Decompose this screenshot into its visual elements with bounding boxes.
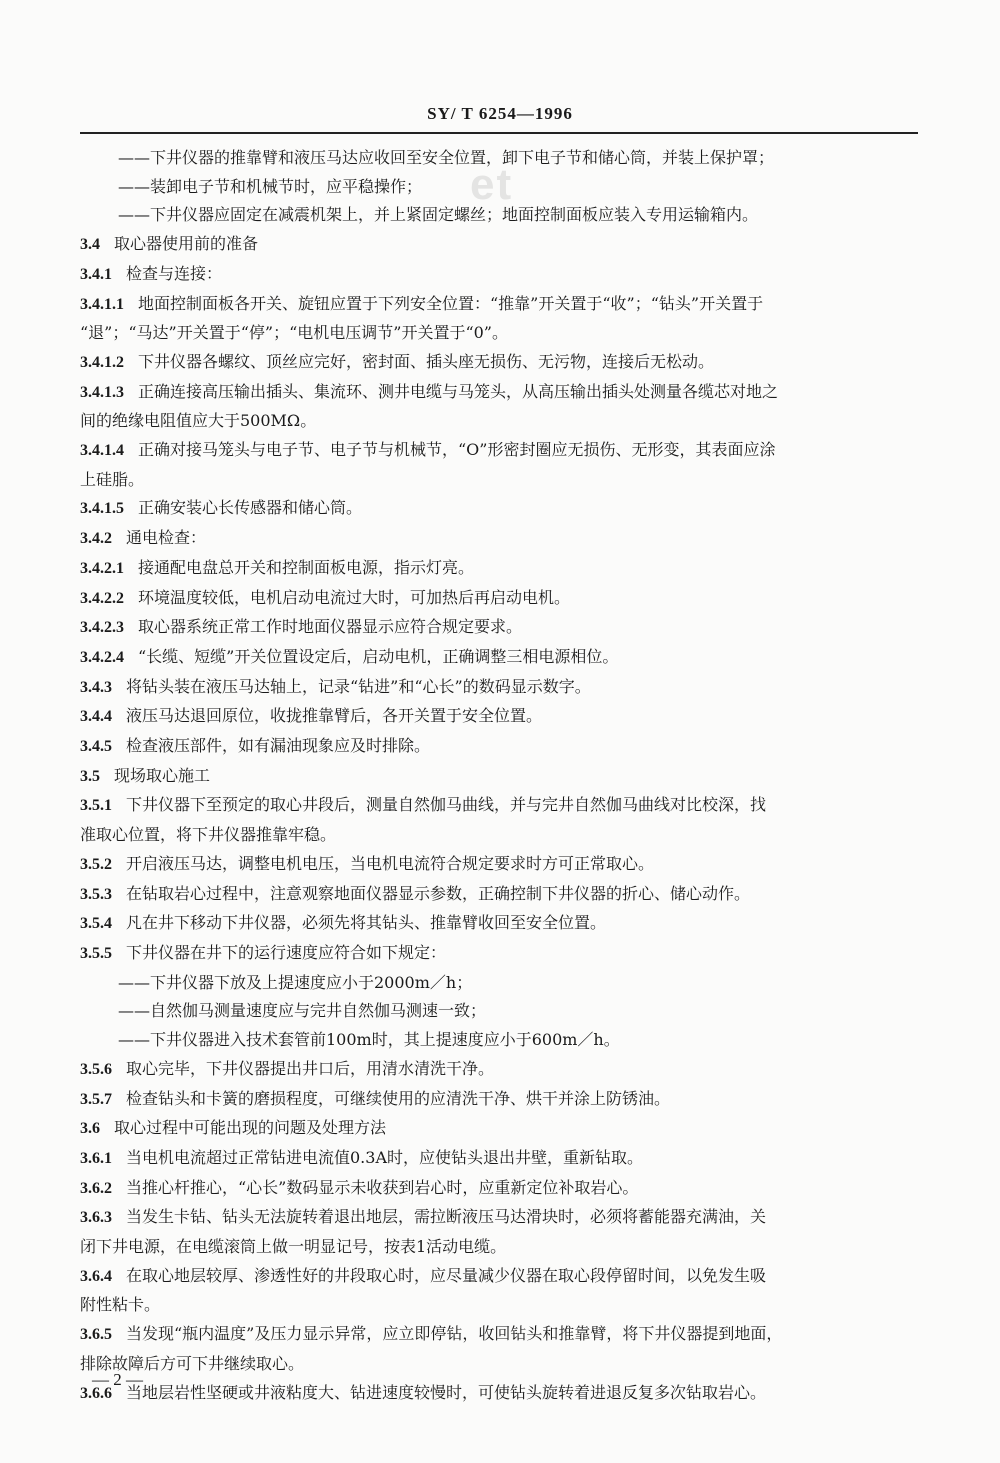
clause-text: 准取心位置，将下井仪器推靠牢稳。: [80, 825, 337, 845]
clause-line: [80, 494, 926, 524]
clause-text: 在取心地层较厚、渗透性好的井段取心时，应尽量减少仪器在取心段停留时间，以免发生吸: [126, 1265, 767, 1285]
text-line: [80, 144, 926, 173]
clause-text: ——下井仪器的推靠臂和液压马达应收回至安全位置，卸下电子节和储心筒，并装上保护罩；: [118, 148, 775, 167]
clause-text: 取心完毕，下井仪器提出井口后，用清水清洗干净。: [126, 1058, 495, 1078]
clause-line: [80, 436, 926, 466]
clause-number: 3.5.6: [80, 1060, 112, 1078]
clause-text: ——下井仪器下放及上提速度应小于2000m／h；: [118, 972, 473, 992]
clause-number: 3.6.6: [80, 1384, 112, 1402]
clause-line: [80, 791, 926, 821]
clause-text: 取心过程中可能出现的问题及处理方法: [114, 1118, 387, 1138]
document-body: [80, 144, 926, 1408]
clause-text: 将钻头装在液压马达轴上，记录“钻进”和“心长”的数码显示数字。: [126, 676, 591, 696]
clause-number: 3.4.1.3: [80, 383, 124, 401]
clause-line: [80, 1379, 926, 1409]
text-line: [80, 1233, 926, 1262]
clause-text: 当地层岩性坚硬或井液粘度大、钻进速度较慢时，可使钻头旋转着进退反复多次钻取岩心。: [126, 1382, 767, 1402]
clause-number: 3.6.4: [80, 1267, 112, 1285]
clause-number: 3.4.2.3: [80, 619, 124, 637]
clause-number: 3.4.2.2: [80, 589, 124, 607]
clause-number: 3.4.4: [80, 708, 112, 726]
clause-text: ——下井仪器应固定在减震机架上，并上紧固定螺丝；地面控制面板应装入专用运输箱内。: [118, 205, 759, 225]
clause-text: 排除故障后方可下井继续取心。: [80, 1353, 305, 1373]
clause-text: 地面控制面板各开关、旋钮应置于下列安全位置：“推靠”开关置于“收”；“钻头”开关置于: [138, 293, 764, 313]
clause-line: [80, 1055, 926, 1085]
clause-text: 开启液压马达，调整电机电压，当电机电流符合规定要求时方可正常取心。: [126, 853, 655, 873]
clause-line: [80, 762, 926, 792]
clause-number: 3.4.3: [80, 678, 112, 696]
clause-text: 在钻取岩心过程中，注意观察地面仪器显示参数，正确控制下井仪器的折心、储心动作。: [126, 883, 751, 903]
clause-number: 3.5.3: [80, 885, 112, 903]
clause-line: [80, 584, 926, 614]
clause-line: [80, 1203, 926, 1233]
clause-text: 接通配电盘总开关和控制面板电源，指示灯亮。: [138, 557, 475, 577]
clause-number: 3.4: [80, 236, 100, 254]
clause-line: [80, 1144, 926, 1174]
clause-number: 3.5.1: [80, 797, 112, 815]
clause-text: 间的绝缘电阻值应大于500MΩ。: [80, 411, 317, 431]
clause-line: [80, 909, 926, 939]
clause-line: [80, 1262, 926, 1292]
clause-text: 下井仪器在井下的运行速度应符合如下规定：: [126, 942, 447, 962]
watermark: et: [470, 160, 514, 209]
clause-text: ——下井仪器进入技术套管前100m时，其上提速度应小于600m／h。: [118, 1030, 620, 1050]
clause-text: 附性粘卡。: [80, 1295, 161, 1315]
clause-line: [80, 673, 926, 703]
clause-number: 3.4.5: [80, 738, 112, 756]
clause-text: 检查钻头和卡簧的磨损程度，可继续使用的应清洗干净、烘干并涂上防锈油。: [126, 1088, 671, 1108]
clause-text: 检查液压部件，如有漏油现象应及时排除。: [126, 736, 431, 756]
clause-text: ——自然伽马测量速度应与完井自然伽马测速一致；: [118, 1001, 487, 1021]
text-line: [80, 319, 926, 348]
clause-line: [80, 1320, 926, 1350]
clause-line: [80, 1174, 926, 1204]
clause-text: 凡在井下移动下井仪器，必须先将其钻头、推靠臂收回至安全位置。: [126, 913, 607, 933]
clause-number: 3.5.4: [80, 915, 112, 933]
clause-text: 当推心杆推心，“心长”数码显示未收获到岩心时，应重新定位补取岩心。: [126, 1177, 639, 1197]
text-line: [80, 173, 926, 202]
clause-line: [80, 1085, 926, 1115]
clause-text: 环境温度较低，电机启动电流过大时，可加热后再启动电机。: [138, 587, 571, 607]
clause-text: 取心器系统正常工作时地面仪器显示应符合规定要求。: [138, 617, 523, 637]
clause-line: [80, 378, 926, 408]
clause-number: 3.4.2.4: [80, 648, 124, 666]
clause-text: 当发现“瓶内温度”及压力显示异常，应立即停钻，收回钻头和推靠臂，将下井仪器提到地面，: [126, 1324, 783, 1344]
text-line: [80, 1026, 926, 1055]
clause-text: 闭下井电源，在电缆滚筒上做一明显记号，按表1活动电缆。: [80, 1237, 507, 1257]
clause-number: 3.4.1.1: [80, 295, 124, 313]
clause-line: [80, 850, 926, 880]
text-line: [80, 1291, 926, 1320]
clause-text: 液压马达退回原位，收拢推靠臂后，各开关置于安全位置。: [126, 706, 543, 726]
clause-line: [80, 1114, 926, 1144]
clause-number: 3.6.1: [80, 1149, 112, 1167]
clause-text: 正确对接马笼头与电子节、电子节与机械节，“O”形密封圈应无损伤、无形变，其表面应涂: [138, 440, 776, 460]
clause-text: 通电检查：: [126, 528, 207, 548]
clause-text: 下井仪器下至预定的取心井段后，测量自然伽马曲线，并与完井自然伽马曲线对比校深，找: [126, 795, 767, 815]
clause-line: [80, 939, 926, 969]
clause-line: [80, 260, 926, 290]
text-line: [80, 969, 926, 998]
clause-line: [80, 230, 926, 260]
clause-text: 下井仪器各螺纹、顶丝应完好，密封面、插头座无损伤、无污物，连接后无松动。: [138, 351, 715, 371]
clause-line: [80, 524, 926, 554]
clause-number: 3.6.5: [80, 1326, 112, 1344]
clause-text: ——装卸电子节和机械节时，应平稳操作；: [118, 176, 423, 196]
clause-number: 3.5: [80, 767, 100, 785]
clause-number: 3.4.1.4: [80, 442, 124, 460]
clause-number: 3.5.2: [80, 855, 112, 873]
page-number: — 2 —: [92, 1370, 143, 1389]
clause-number: 3.4.1: [80, 265, 112, 283]
clause-line: [80, 554, 926, 584]
clause-number: 3.4.2.1: [80, 559, 124, 577]
clause-number: 3.6.3: [80, 1209, 112, 1227]
clause-number: 3.6.2: [80, 1179, 112, 1197]
clause-text: 上硅脂。: [80, 469, 145, 489]
text-line: [80, 466, 926, 495]
clause-text: “退”；“马达”开关置于“停”；“电机电压调节”开关置于“0”。: [80, 323, 508, 343]
clause-text: 正确连接高压输出插头、集流环、测井电缆与马笼头，从高压输出插头处测量各缆芯对地之: [138, 381, 779, 401]
clause-line: [80, 613, 926, 643]
clause-number: 3.4.1.5: [80, 500, 124, 518]
clause-text: 现场取心施工: [114, 765, 211, 785]
clause-line: [80, 880, 926, 910]
clause-number: 3.4.2: [80, 530, 112, 548]
clause-line: [80, 732, 926, 762]
clause-number: 3.4.1.2: [80, 353, 124, 371]
header-rule: [80, 132, 918, 134]
clause-line: [80, 290, 926, 320]
document-code-header: SY/ T 6254—1996: [427, 104, 573, 123]
clause-text: 取心器使用前的准备: [114, 234, 259, 254]
clause-text: 检查与连接：: [126, 263, 223, 283]
text-line: [80, 997, 926, 1026]
clause-text: 当电机电流超过正常钻进电流值0.3A时，应使钻头退出井壁，重新钻取。: [126, 1147, 644, 1167]
clause-number: 3.5.7: [80, 1090, 112, 1108]
clause-text: 正确安装心长传感器和储心筒。: [138, 498, 363, 518]
text-line: [80, 821, 926, 850]
clause-line: [80, 702, 926, 732]
text-line: [80, 1350, 926, 1379]
text-line: [80, 201, 926, 230]
clause-text: “长缆、短缆”开关位置设定后，启动电机，正确调整三相电源相位。: [138, 646, 619, 666]
clause-line: [80, 643, 926, 673]
clause-line: [80, 348, 926, 378]
clause-text: 当发生卡钻、钻头无法旋转着退出地层，需拉断液压马达滑块时，必须将蓄能器充满油，关: [126, 1207, 767, 1227]
text-line: [80, 407, 926, 436]
clause-number: 3.5.5: [80, 944, 112, 962]
clause-number: 3.6: [80, 1120, 100, 1138]
